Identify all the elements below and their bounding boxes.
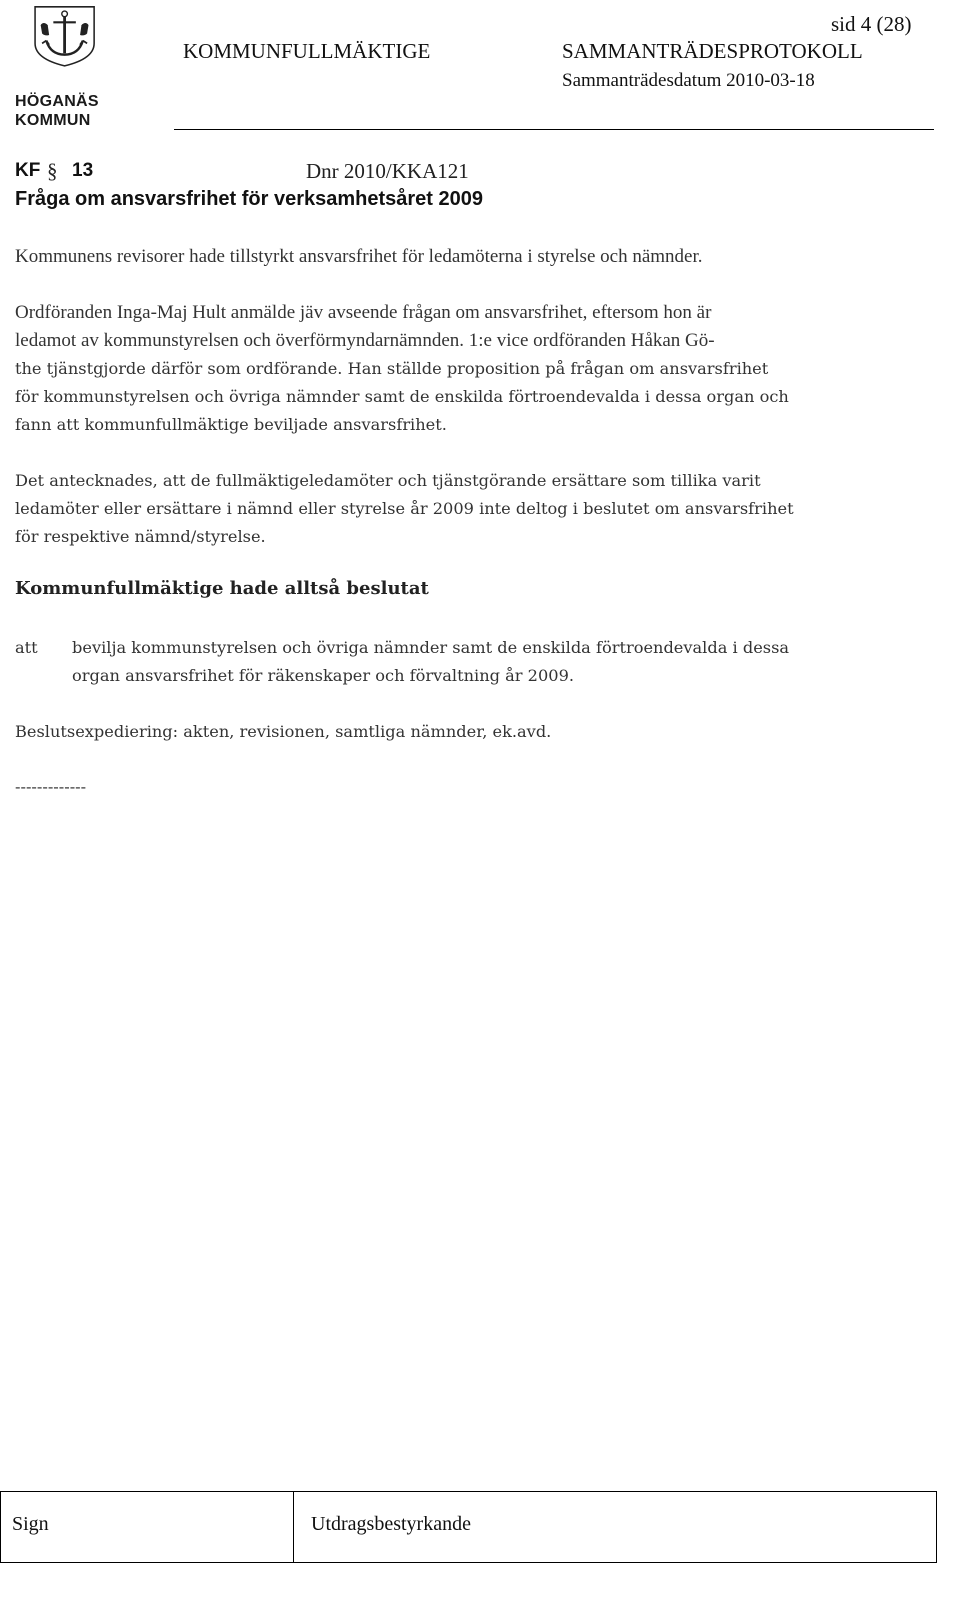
distribution-list: Beslutsexpediering: akten, revisionen, samtliga nämnder, ek.avd. — [15, 722, 552, 741]
paragraph-1: Kommunens revisorer hade tillstyrkt ansvarsfrihet för ledamöterna i styrelse och nämnder. — [15, 246, 703, 267]
paragraph-2-line: the tjänstgjorde därför som ordförande. Han ställde proposition på frågan om ansvarsfrihet — [15, 359, 769, 378]
paragraph-2-line: för kommunstyrelsen och övriga nämnder samt de enskilda förtroendevalda i dessa organ och — [15, 387, 789, 406]
meeting-date: Sammanträdesdatum 2010-03-18 — [562, 70, 815, 91]
hoganas-kommun-logo — [16, 4, 116, 94]
kf-label: KF — [15, 160, 41, 181]
certified-label: Utdragsbestyrkande — [311, 1513, 471, 1535]
page-number: sid 4 (28) — [831, 12, 912, 36]
separator-line: ------------- — [15, 777, 87, 796]
paragraph-2-line: fann att kommunfullmäktige beviljade ansvarsfrihet. — [15, 415, 447, 434]
org-name-line1: HÖGANÄS — [15, 93, 99, 110]
org-name-line2: KOMMUN — [15, 112, 91, 129]
sign-label: Sign — [12, 1513, 49, 1535]
decision-heading: Kommunfullmäktige hade alltså beslutat — [15, 578, 429, 599]
document-type: SAMMANTRÄDESPROTOKOLL — [562, 39, 863, 63]
paragraph-3-line: för respektive nämnd/styrelse. — [15, 527, 266, 546]
dnr: Dnr 2010/KKA121 — [306, 159, 469, 183]
header-rule — [174, 129, 934, 130]
item-title: Fråga om ansvarsfrihet för verksamhetsåret 2009 — [15, 188, 484, 210]
decision-line: organ ansvarsfrihet för räkenskaper och förvaltning år 2009. — [72, 666, 575, 685]
decision-line: bevilja kommunstyrelsen och övriga nämnder samt de enskilda förtroendevalda i dessa — [72, 638, 790, 657]
item-number: 13 — [72, 160, 94, 181]
decision-att: att — [15, 638, 38, 657]
paragraph-3-line: Det antecknades, att de fullmäktigeledamöter och tjänstgörande ersättare som tillika varit — [15, 471, 761, 490]
paragraph-3-line: ledamöter eller ersättare i nämnd eller styrelse år 2009 inte deltog i beslutet om ansvarsfrihet — [15, 499, 794, 518]
body-name: KOMMUNFULLMÄKTIGE — [183, 39, 431, 63]
paragraph-2-line: ledamot av kommunstyrelsen och överförmyndarnämnden. 1:e vice ordföranden Håkan Gö- — [15, 330, 715, 351]
section-symbol: § — [47, 159, 58, 183]
org-name — [15, 92, 99, 130]
paragraph-2-line: Ordföranden Inga-Maj Hult anmälde jäv avseende frågan om ansvarsfrihet, eftersom hon är — [15, 302, 712, 323]
